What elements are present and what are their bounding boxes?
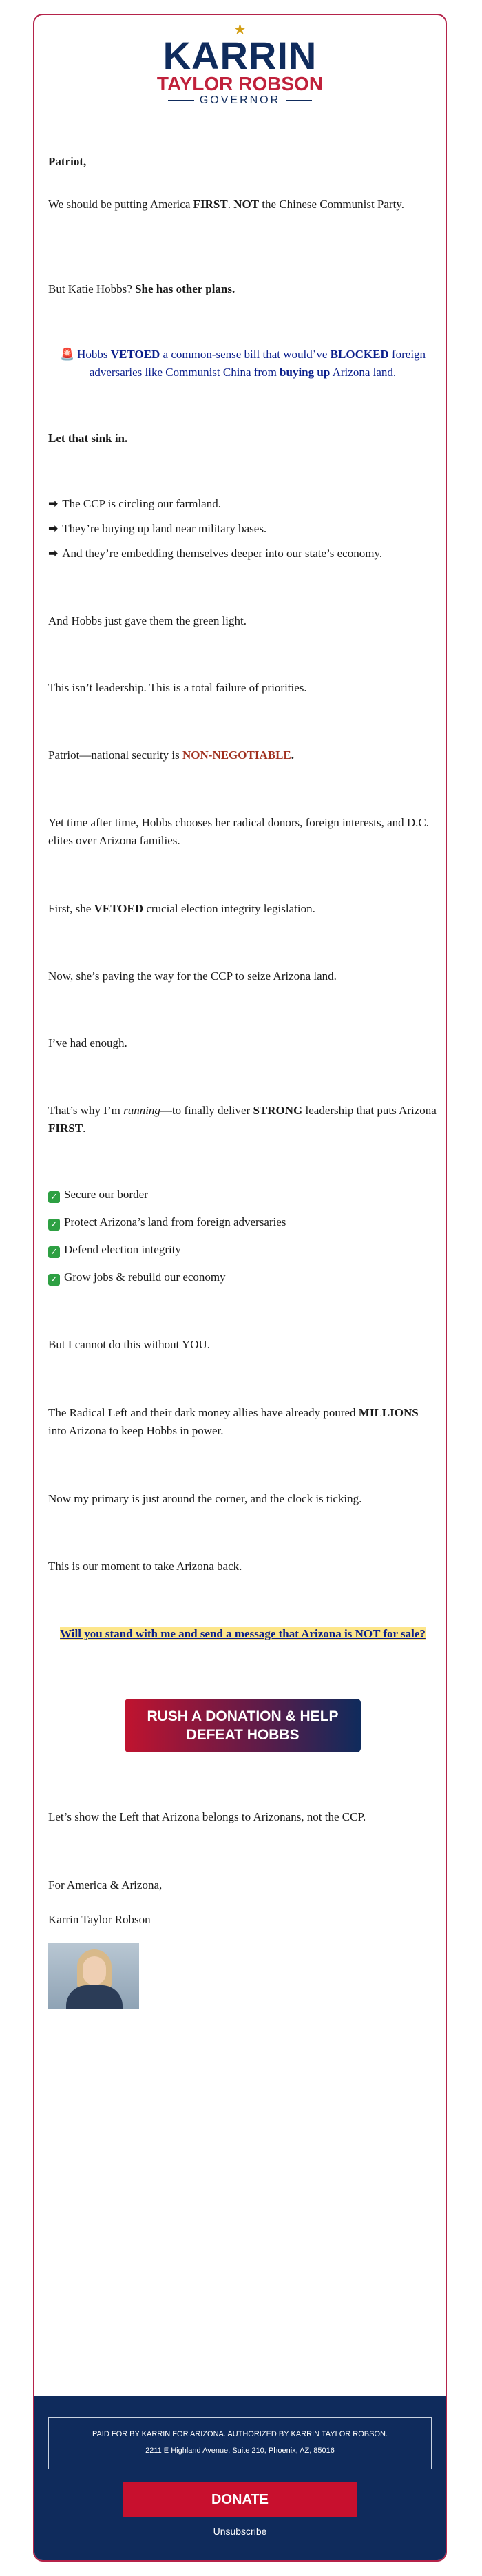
- rush-donation-button[interactable]: RUSH A DONATION & HELP DEFEAT HOBBS: [125, 1699, 361, 1752]
- paid-for-disclaimer: PAID FOR BY KARRIN FOR ARIZONA. AUTHORIZED BY KARRIN TAYLOR ROBSON. 2211 E Highland Avenue, Suite 210, Phoenix, AZ, 85016: [48, 2417, 432, 2469]
- paragraph-other-plans: But Katie Hobbs? She has other plans.: [48, 282, 235, 295]
- alert-link-paragraph: [48, 346, 437, 381]
- checkmark-icon: ✓: [48, 1274, 60, 1286]
- paragraph-green-light: And Hobbs just gave them the green light.: [48, 614, 247, 627]
- paragraph-radical-donors: Yet time after time, Hobbs chooses her radical donors, foreign interests, and D.C. elites over Arizona families.: [48, 816, 430, 847]
- paragraph-primary: Now my primary is just around the corner, and the clock is ticking.: [48, 1492, 362, 1505]
- check-item: ✓ Secure our border: [48, 1186, 437, 1204]
- candidate-photo: [48, 1943, 139, 2009]
- checkmark-icon: ✓: [48, 1191, 60, 1203]
- paragraph-dark-money: The Radical Left and their dark money allies have already poured MILLIONS into Arizona to keep Hobbs in power.: [48, 1406, 419, 1437]
- bullet-item: ➡ They’re buying up land near military bases.: [48, 522, 267, 536]
- siren-icon: 🚨: [59, 348, 75, 362]
- donation-ask-link[interactable]: Will you stand with me and send a message that Arizona is NOT for sale?: [60, 1627, 426, 1640]
- signoff: For America & Arizona,: [48, 1878, 163, 1892]
- greeting: Patriot,: [48, 155, 87, 168]
- unsubscribe-link[interactable]: Unsubscribe: [213, 2526, 267, 2537]
- bullet-item: ➡ And they’re embedding themselves deeper into our state’s economy.: [48, 547, 383, 561]
- campaign-logo: [34, 15, 446, 118]
- bullet-item: ➡ The CCP is circling our farmland.: [48, 497, 221, 511]
- check-item: ✓ Protect Arizona’s land from foreign adversaries: [48, 1213, 437, 1231]
- paragraph-running: That’s why I’m running—to finally deliver STRONG leadership that puts Arizona FIRST.: [48, 1104, 437, 1135]
- paragraph-without-you: But I cannot do this without YOU.: [48, 1338, 210, 1351]
- paragraph-election-veto: First, she VETOED crucial election integrity legislation.: [48, 902, 315, 915]
- checkmark-icon: ✓: [48, 1246, 60, 1258]
- donate-button[interactable]: DONATE: [123, 2482, 357, 2517]
- email-footer: [34, 2396, 446, 2560]
- arrow-right-icon: ➡: [48, 497, 59, 511]
- star-icon: ★: [233, 21, 247, 38]
- arrow-right-icon: ➡: [48, 547, 59, 561]
- logo-name-line1: KARRIN: [163, 34, 317, 77]
- paragraph-ccp-land: Now, she’s paving the way for the CCP to seize Arizona land.: [48, 970, 337, 983]
- logo-office: GOVERNOR: [34, 94, 446, 107]
- paragraph-sink-in: Let that sink in.: [48, 432, 128, 445]
- logo-name-line2: TAYLOR ROBSON: [156, 73, 324, 94]
- paragraph-america-first: We should be putting America FIRST. NOT the Chinese Communist Party.: [48, 198, 404, 211]
- paragraph-moment: This is our moment to take Arizona back.: [48, 1560, 242, 1573]
- checkmark-icon: ✓: [48, 1219, 60, 1231]
- paragraph-national-security: Patriot—national security is NON-NEGOTIABLE.: [48, 748, 294, 762]
- email-card: [33, 14, 447, 2562]
- paragraph-show-left: Let’s show the Left that Arizona belongs to Arizonans, not the CCP.: [48, 1810, 366, 1823]
- paragraph-had-enough: I’ve had enough.: [48, 1036, 127, 1049]
- donation-ask: [48, 1625, 437, 1643]
- signature: Karrin Taylor Robson: [48, 1913, 151, 1926]
- check-item: ✓ Grow jobs & rebuild our economy: [48, 1268, 437, 1286]
- check-item: ✓ Defend election integrity: [48, 1241, 437, 1259]
- arrow-right-icon: ➡: [48, 522, 59, 536]
- vetoed-bill-link[interactable]: Hobbs VETOED a common-sense bill that would’ve BLOCKED foreign adversaries like Communist China from buying up Arizona land.: [77, 348, 426, 379]
- paragraph-failure: This isn’t leadership. This is a total failure of priorities.: [48, 681, 307, 694]
